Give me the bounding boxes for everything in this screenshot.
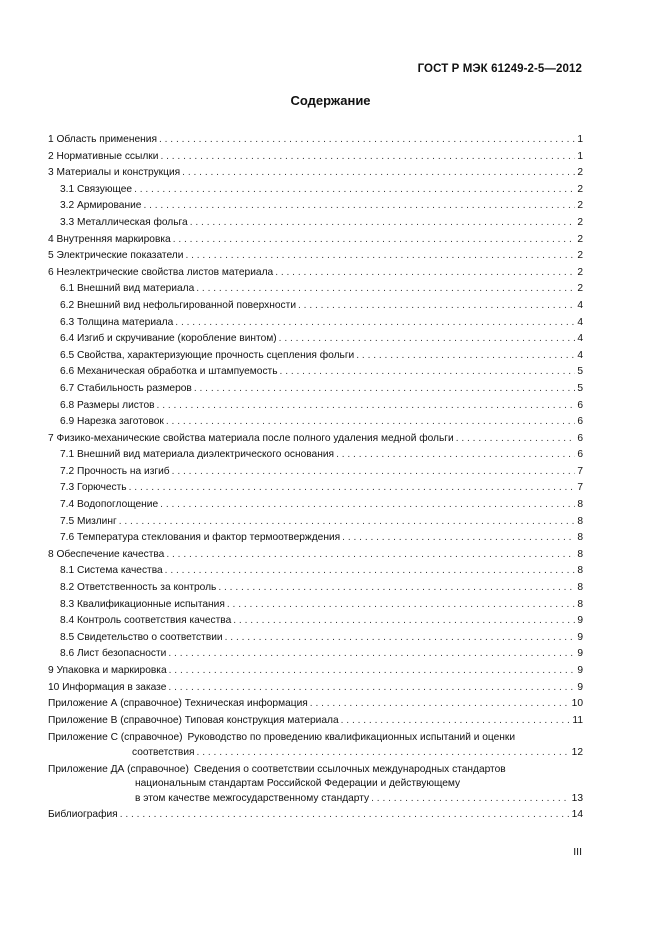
leader-dots xyxy=(160,497,575,514)
leader-dots xyxy=(196,281,575,298)
leader-dots xyxy=(298,298,575,315)
leader-dots xyxy=(227,597,575,614)
toc-page: 5 xyxy=(577,366,583,378)
toc-page: 2 xyxy=(577,183,583,195)
leader-dots xyxy=(275,265,575,282)
toc-page: 9 xyxy=(577,615,583,627)
leader-dots xyxy=(173,232,576,249)
leader-dots xyxy=(197,745,570,761)
toc-page: 6 xyxy=(577,449,583,461)
toc-page: 5 xyxy=(577,382,583,394)
leader-dots xyxy=(233,613,575,630)
toc-label: 6.4 Изгиб и скручивание (коробление винтом) xyxy=(60,333,277,345)
toc-page: 1 xyxy=(577,150,583,162)
toc-entry xyxy=(48,232,583,249)
toc-page: 9 xyxy=(577,631,583,643)
leader-dots xyxy=(160,149,575,166)
toc-page: 11 xyxy=(572,714,583,726)
toc-page: 4 xyxy=(577,299,583,311)
toc-entry xyxy=(48,364,583,381)
toc-entry xyxy=(48,713,583,730)
toc-page: 14 xyxy=(571,809,583,821)
toc-label: 10 Информация в заказе xyxy=(48,681,167,693)
toc-label: 3 Материалы и конструкция xyxy=(48,167,181,179)
toc-label: 8 Обеспечение качества xyxy=(48,548,165,560)
toc-page: 9 xyxy=(577,665,583,676)
leader-dots xyxy=(172,464,576,481)
toc-list xyxy=(48,132,583,729)
toc-page: 8 xyxy=(577,515,583,527)
leader-dots xyxy=(134,182,575,199)
toc-entry xyxy=(48,547,583,564)
leader-dots xyxy=(168,680,575,697)
toc-entry xyxy=(48,696,583,713)
toc-entry xyxy=(48,132,583,149)
toc-page: 8 xyxy=(577,499,583,511)
toc-entry xyxy=(48,149,583,166)
leader-dots xyxy=(194,381,575,398)
toc-label: 4 Внутренняя маркировка xyxy=(48,233,171,245)
leader-dots xyxy=(341,713,571,730)
toc-page: 1 xyxy=(577,134,583,145)
toc-page: 8 xyxy=(577,582,583,594)
appendix-da-title-line2: национальным стандартам Российской Федерации и действующему xyxy=(135,778,461,790)
leader-dots xyxy=(159,132,575,149)
toc-page: 2 xyxy=(577,233,583,245)
toc-entry xyxy=(48,480,583,497)
toc-entry xyxy=(48,298,583,315)
toc-page: 4 xyxy=(577,349,583,361)
toc-label: 6.9 Нарезка заготовок xyxy=(60,416,164,428)
toc-page: 8 xyxy=(577,532,583,544)
leader-dots xyxy=(175,315,575,332)
toc-page: 9 xyxy=(577,648,583,660)
toc-label: 6.6 Механическая обработка и штампуемость xyxy=(60,366,278,378)
document-code: ГОСТ Р МЭК 61249-2-5—2012 xyxy=(417,63,582,75)
toc-label: 6.8 Размеры листов xyxy=(60,399,155,411)
leader-dots xyxy=(336,447,575,464)
page-title: Содержание xyxy=(290,93,371,108)
toc-page: 2 xyxy=(577,200,583,212)
toc-label: 3.3 Металлическая фольга xyxy=(60,216,188,228)
toc-entry xyxy=(48,331,583,348)
toc-entry xyxy=(48,680,583,697)
toc-page: 2 xyxy=(577,250,583,262)
toc-page: 6 xyxy=(577,399,583,411)
toc-label: 6.5 Свойства, характеризующие прочность сцепления фольги xyxy=(60,349,355,361)
toc-page: 6 xyxy=(577,416,583,428)
toc-entry xyxy=(48,215,583,232)
toc-entry xyxy=(48,646,583,663)
toc-page: 7 xyxy=(577,482,583,494)
toc-label: 8.5 Свидетельство о соответствии xyxy=(60,631,223,643)
toc-page: 8 xyxy=(577,565,583,577)
leader-dots xyxy=(169,663,576,680)
leader-dots xyxy=(182,165,575,182)
toc-entry xyxy=(48,563,583,580)
toc-entry xyxy=(48,315,583,332)
toc-page: 2 xyxy=(577,283,583,295)
toc-label: Приложение А (справочное) Техническая информация xyxy=(48,698,308,710)
toc-page: 4 xyxy=(577,316,583,328)
toc-entry xyxy=(48,281,583,298)
leader-dots xyxy=(157,398,576,415)
toc-entry xyxy=(48,165,583,182)
leader-dots xyxy=(190,215,576,232)
leader-dots xyxy=(225,630,576,647)
toc-label: 6.2 Внешний вид нефольгированной поверхности xyxy=(60,299,297,311)
leader-dots xyxy=(456,431,576,448)
toc-entry xyxy=(48,464,583,481)
toc-label: 5 Электрические показатели xyxy=(48,250,184,262)
leader-dots xyxy=(279,331,576,348)
page-number: III xyxy=(573,846,582,858)
leader-dots xyxy=(119,514,576,531)
toc-entry xyxy=(48,530,583,547)
toc-label: 7.6 Температура стеклования и фактор термоотверждения xyxy=(60,532,341,544)
leader-dots xyxy=(342,530,575,547)
toc-page: 2 xyxy=(577,266,583,278)
toc-label: 1 Область применения xyxy=(48,134,157,145)
toc-entry xyxy=(48,580,583,597)
toc-label: 9 Упаковка и маркировка xyxy=(48,665,167,676)
toc-entry xyxy=(48,348,583,365)
toc-label: 8.3 Квалификационные испытания xyxy=(60,598,225,610)
toc-label: 7.3 Горючесть xyxy=(60,482,127,494)
toc-label: 7.2 Прочность на изгиб xyxy=(60,465,170,477)
toc-entry xyxy=(48,198,583,215)
toc-entry xyxy=(48,447,583,464)
toc-page: 6 xyxy=(577,432,583,444)
toc-entry xyxy=(48,414,583,431)
toc-entry xyxy=(48,613,583,630)
leader-dots xyxy=(165,563,576,580)
toc-appendix-c xyxy=(48,731,583,761)
toc-label: 8.2 Ответственность за контроль xyxy=(60,582,217,594)
leader-dots xyxy=(218,580,575,597)
toc-page: 2 xyxy=(577,167,583,179)
appendix-da-title-line1: Сведения о соответствии ссылочных международных стандартов xyxy=(193,764,506,776)
leader-dots xyxy=(356,348,575,365)
toc-label: Приложение В (справочное) Типовая конструкция материала xyxy=(48,714,339,726)
toc-label: 6.1 Внешний вид материала xyxy=(60,283,195,295)
toc-label: 2 Нормативные ссылки xyxy=(48,150,159,162)
toc-page: 9 xyxy=(577,681,583,693)
toc-appendix-da xyxy=(48,763,583,807)
toc-label: 8.1 Система качества xyxy=(60,565,163,577)
toc-entry xyxy=(48,497,583,514)
leader-dots xyxy=(129,480,576,497)
table-of-contents xyxy=(48,132,583,824)
toc-page: 2 xyxy=(577,216,583,228)
toc-entry xyxy=(48,398,583,415)
toc-label: 6.3 Толщина материала xyxy=(60,316,174,328)
toc-label: 7.5 Мизлинг xyxy=(60,515,117,527)
toc-label: 8.6 Лист безопасности xyxy=(60,648,167,660)
toc-entry xyxy=(48,514,583,531)
toc-entry xyxy=(48,630,583,647)
leader-dots xyxy=(143,198,575,215)
toc-label: 8.4 Контроль соответствия качества xyxy=(60,615,232,627)
toc-label: 6 Неэлектрические свойства листов материала xyxy=(48,266,274,278)
leader-dots xyxy=(168,646,575,663)
toc-label: 7.4 Водопоглощение xyxy=(60,499,159,511)
toc-entry xyxy=(48,182,583,199)
appendix-da-head: Приложение ДА (справочное) xyxy=(48,764,189,776)
toc-entry xyxy=(48,597,583,614)
toc-label: 7 Физико-механические свойства материала после полного удаления медной фольги xyxy=(48,432,454,444)
appendix-da-title-line3: в этом качестве межгосударственному стандарту xyxy=(135,793,370,805)
leader-dots xyxy=(166,414,575,431)
toc-label: 3.1 Связующее xyxy=(60,183,133,195)
toc-entry xyxy=(48,248,583,265)
toc-page: 10 xyxy=(571,698,583,710)
toc-entry xyxy=(48,431,583,448)
toc-label: 6.7 Стабильность размеров xyxy=(60,382,192,394)
leader-dots xyxy=(120,807,570,824)
toc-entry xyxy=(48,265,583,282)
leader-dots xyxy=(310,696,570,713)
toc-label: 3.2 Армирование xyxy=(60,200,142,212)
toc-entry-bibliography xyxy=(48,807,583,824)
toc-entry xyxy=(48,663,583,680)
toc-entry xyxy=(48,381,583,398)
toc-page: 8 xyxy=(577,548,583,560)
appendix-da-page: 13 xyxy=(571,793,583,805)
appendix-c-page: 12 xyxy=(571,747,583,759)
leader-dots xyxy=(280,364,576,381)
toc-label: Библиография xyxy=(48,809,118,821)
leader-dots xyxy=(185,248,575,265)
appendix-c-title-line1: Руководство по проведению квалификационных испытаний и оценки xyxy=(187,732,516,744)
toc-label: 7.1 Внешний вид материала диэлектрического основания xyxy=(60,449,335,461)
toc-page: 8 xyxy=(577,598,583,610)
leader-dots xyxy=(166,547,575,564)
leader-dots xyxy=(371,791,570,807)
toc-page: 4 xyxy=(577,333,583,345)
toc-page: 7 xyxy=(577,465,583,477)
appendix-c-head: Приложение С (справочное) xyxy=(48,732,183,744)
appendix-c-title-line2: соответствия xyxy=(132,747,195,759)
